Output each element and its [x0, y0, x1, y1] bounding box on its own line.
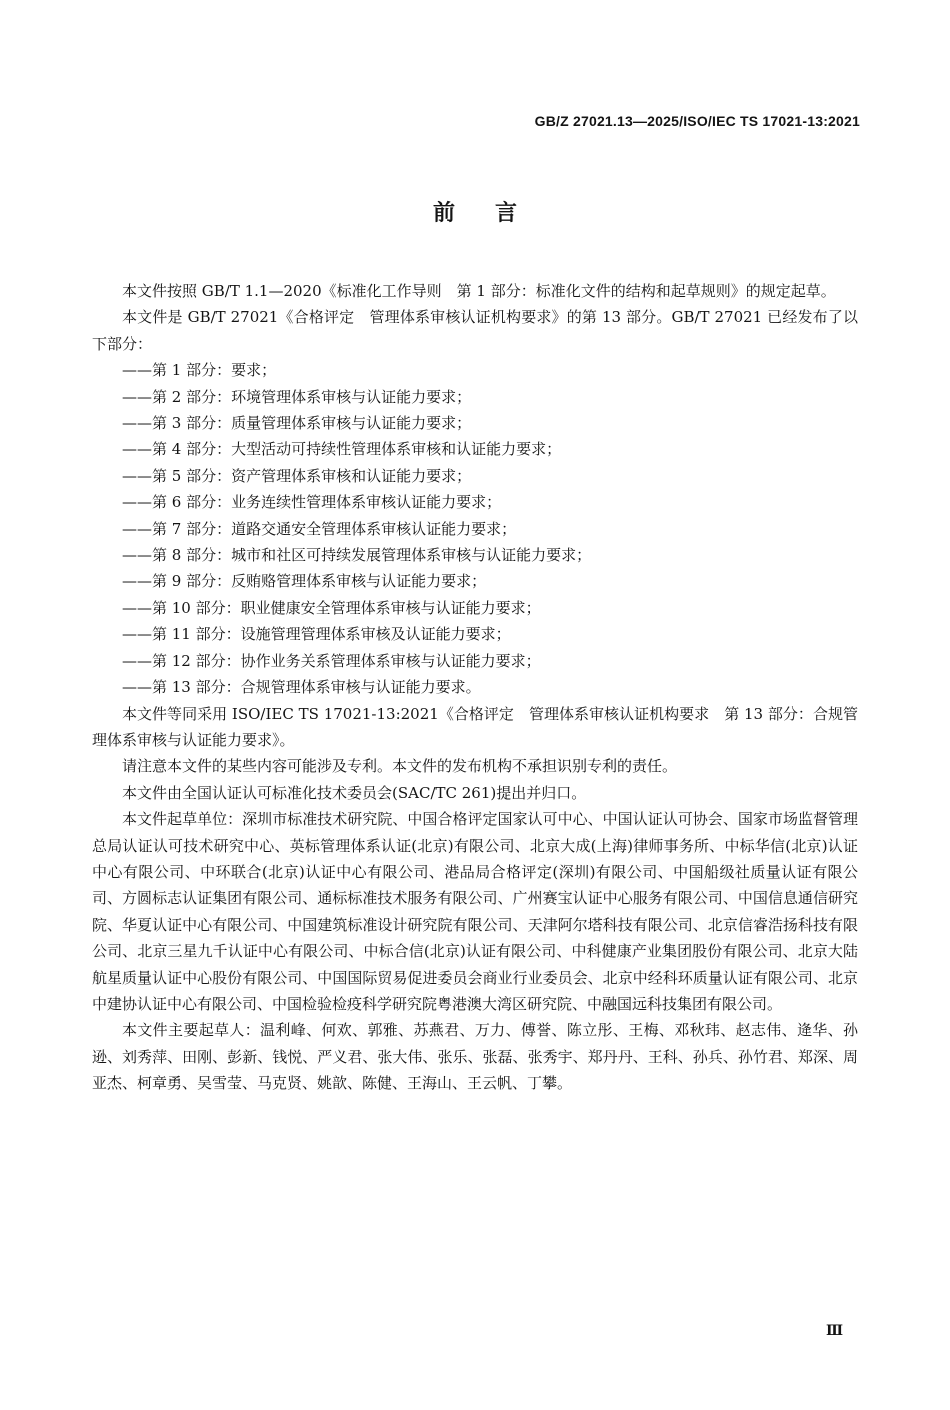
paragraph-proposer: 本文件由全国认证认可标准化技术委员会(SAC/TC 261)提出并归口。 [122, 783, 587, 802]
paragraph-drafting-rules: 本文件按照 GB/T 1.1—2020《标准化工作导则 第 1 部分：标准化文件的结构和起草规则》的规定起草。 [122, 282, 836, 300]
paragraph-series-intro: 本文件是 GB/T 27021《合格评定 管理体系审核认证机构要求》的第 13 部分。GB/T 27021 已经发布了以下部分： [92, 308, 858, 353]
list-item: ——第 9 部分：反贿赂管理体系审核与认证能力要求； [122, 572, 487, 591]
list-item: ——第 7 部分：道路交通安全管理体系审核认证能力要求； [122, 519, 517, 538]
page-title: 前言 [432, 201, 557, 226]
list-item: ——第 5 部分：资产管理体系审核和认证能力要求； [122, 466, 472, 485]
standard-number-header: GB/Z 27021.13—2025/ISO/IEC TS 17021-13:2021 [534, 113, 860, 129]
list-item: ——第 6 部分：业务连续性管理体系审核认证能力要求； [122, 493, 502, 512]
list-item: ——第 1 部分：要求； [122, 361, 277, 380]
list-item: ——第 8 部分：城市和社区可持续发展管理体系审核与认证能力要求； [122, 546, 592, 565]
list-item: ——第 4 部分：大型活动可持续性管理体系审核和认证能力要求； [122, 440, 562, 459]
list-item: ——第 12 部分：协作业务关系管理体系审核与认证能力要求； [122, 651, 541, 670]
parts-list [92, 357, 858, 700]
list-item: ——第 11 部分：设施管理管理体系审核及认证能力要求； [122, 625, 511, 644]
paragraph-drafting-units: 本文件起草单位：深圳市标准技术研究院、中国合格评定国家认可中心、中国认证认可协会、国家市场监督管理总局认证认可技术研究中心、英标管理体系认证(北京)有限公司、北京大成(上海)律师事务所、中标华信(北京)认证中心有限公司、中环联合(北京)认证中心有限公司、港品局合格评定(深圳)有限公司、中国船级社质量认证有限公司、方圆标志认证集团有限公司、通标标准技术服务有限公司、广州赛宝认证中心服务有限公司、中国信息通信研究院、华夏认证中心有限公司、中国建筑标准设计研究院有限公司、天津阿尔塔科技有限公司、北京信睿浩扬科技有限公司、北京三星九千认证中心有限公司、中标合信(北京)认证有限公司、中科健康产业集团股份有限公司、北京大陆航星质量认证中心股份有限公司、中国国际贸易促进委员会商业行业委员会、北京中经科环质量认证有限公司、北京中建协认证中心有限公司、中国检验检疫科学研究院粤港澳大湾区研究院、中融国远科技集团有限公司。 [92, 810, 858, 1013]
list-item: ——第 3 部分：质量管理体系审核与认证能力要求； [122, 414, 472, 433]
list-item: ——第 2 部分：环境管理体系审核与认证能力要求； [122, 387, 472, 406]
paragraph-drafters: 本文件主要起草人：温利峰、何欢、郭雅、苏燕君、万力、傅誉、陈立彤、王梅、邓秋玮、赵志伟、逄华、孙逊、刘秀萍、田刚、彭新、钱悦、严义君、张大伟、张乐、张磊、张秀宇、郑丹丹、王科、孙兵、孙竹君、郑深、周亚杰、柯章勇、吴雪莹、马克贤、姚歆、陈健、王海山、王云帆、丁攀。 [92, 1021, 858, 1093]
page-number: Ⅲ [825, 1323, 843, 1339]
foreword-body [92, 278, 858, 1097]
list-item: ——第 13 部分：合规管理体系审核与认证能力要求。 [122, 678, 481, 697]
paragraph-equivalence: 本文件等同采用 ISO/IEC TS 17021-13:2021《合格评定 管理体系审核认证机构要求 第 13 部分：合规管理体系审核与认证能力要求》。 [92, 704, 858, 749]
paragraph-patent-notice: 请注意本文件的某些内容可能涉及专利。本文件的发布机构不承担识别专利的责任。 [122, 757, 678, 776]
list-item: ——第 10 部分：职业健康安全管理体系审核与认证能力要求； [122, 598, 541, 617]
